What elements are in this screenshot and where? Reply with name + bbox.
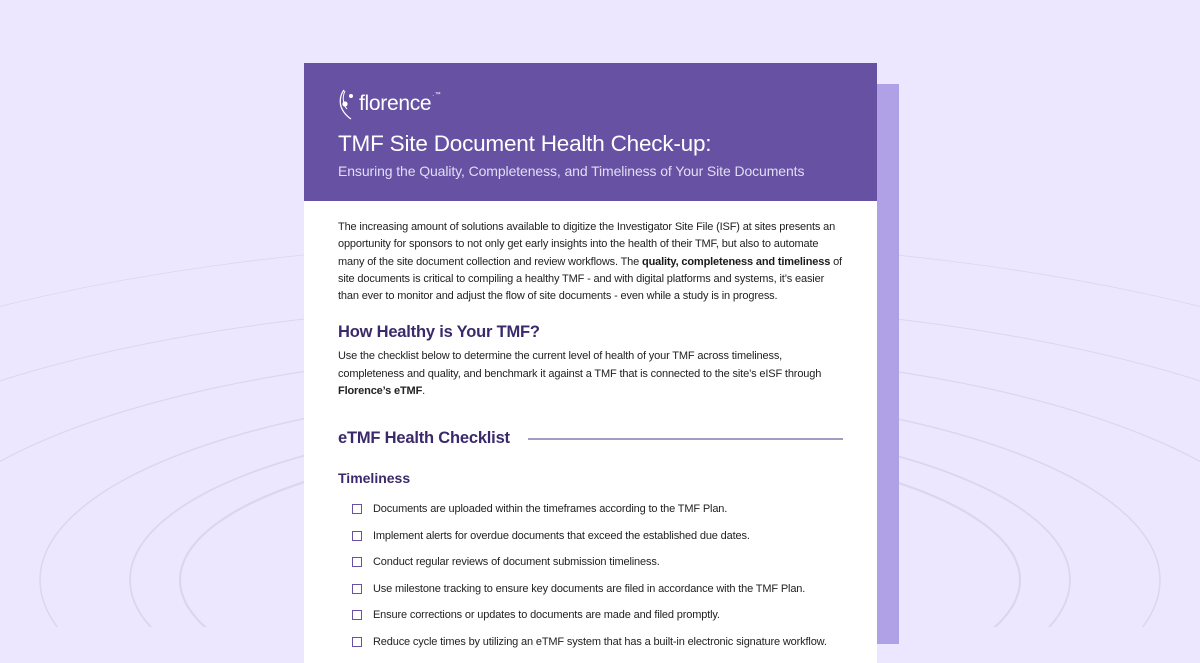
checklist-item-label: Reduce cycle times by utilizing an eTMF system that has a built-in electronic signature workflow. <box>373 635 827 648</box>
checklist-item-label: Conduct regular reviews of document submission timeliness. <box>373 556 660 569</box>
checklist-item-label: Documents are uploaded within the timeframes according to the TMF Plan. <box>373 503 728 516</box>
checkbox-icon[interactable] <box>352 504 362 514</box>
checklist-item[interactable] <box>352 575 843 602</box>
checklist-item[interactable] <box>352 522 843 549</box>
checkbox-icon[interactable] <box>352 610 362 620</box>
intro-paragraph: The increasing amount of solutions available to digitize the Investigator Site File (ISF) at sites presents an opportunity for sponsors to not only get early insights into the health of their TMF, but also to automate many of the site document collection and review workflows. The quality, completeness and timeliness of site documents is critical to compiling a healthy TMF - and with digital platforms and systems, it’s easier than ever to monitor and adjust the flow of site documents - even while a study is in progress. <box>338 221 842 303</box>
document-page <box>304 63 877 663</box>
checklist-items <box>338 496 843 655</box>
checkbox-icon[interactable] <box>352 531 362 541</box>
checkbox-icon[interactable] <box>352 637 362 647</box>
checkbox-icon[interactable] <box>352 557 362 567</box>
checklist-item-label: Use milestone tracking to ensure key documents are filed in accordance with the TMF Plan. <box>373 582 806 595</box>
document-title: TMF Site Document Health Check-up: <box>338 131 712 156</box>
checklist-item[interactable] <box>352 602 843 629</box>
checklist-group-heading: Timeliness <box>338 469 411 486</box>
checklist-item[interactable] <box>352 549 843 576</box>
florence-logo <box>338 87 440 121</box>
section-paragraph: Use the checklist below to determine the current level of health of your TMF across timeliness, completeness and quality, and benchmark it against a TMF that is connected to the site’s eISF through Florence’s eTMF. <box>338 350 822 398</box>
checklist-header <box>338 429 843 448</box>
divider <box>528 438 843 440</box>
checklist-title: eTMF Health Checklist <box>338 428 510 447</box>
checklist-item-label: Implement alerts for overdue documents that exceed the established due dates. <box>373 529 750 542</box>
document-header <box>304 63 877 201</box>
checklist-item[interactable] <box>352 496 843 523</box>
florence-logo-mark-icon <box>338 87 356 121</box>
section-heading: How Healthy is Your TMF? <box>338 323 540 342</box>
checklist-item[interactable] <box>352 628 843 655</box>
checklist-item-label: Ensure corrections or updates to documents are made and filed promptly. <box>373 609 720 622</box>
logo-wordmark: florence.™ <box>359 92 441 115</box>
checkbox-icon[interactable] <box>352 584 362 594</box>
document-subtitle: Ensuring the Quality, Completeness, and Timeliness of Your Site Documents <box>338 163 805 179</box>
document-body <box>304 201 877 655</box>
